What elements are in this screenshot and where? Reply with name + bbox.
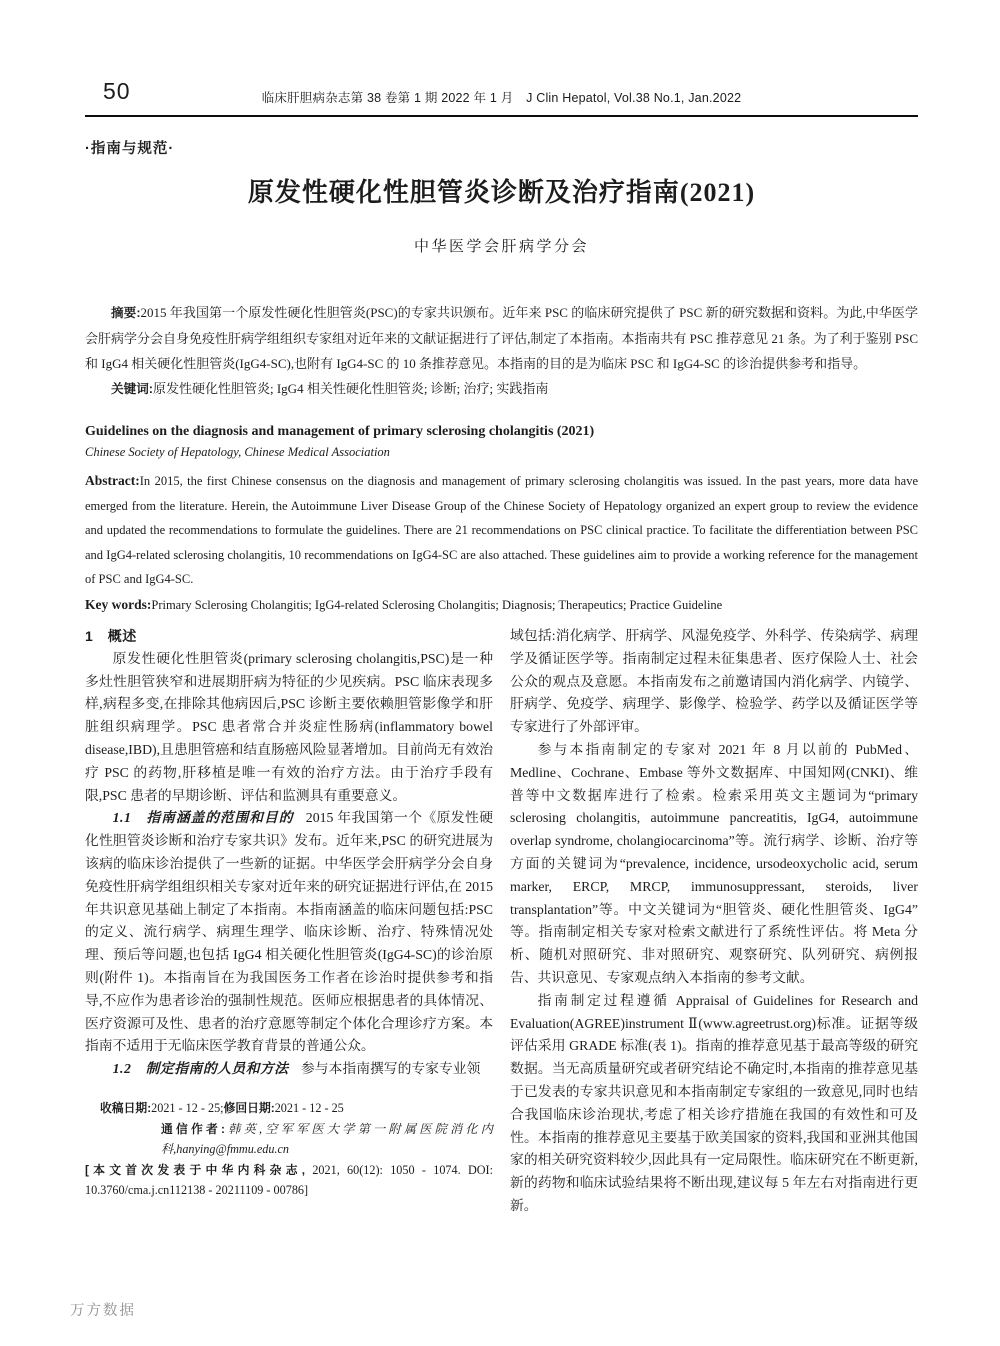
- english-abstract-text: In 2015, the first Chinese consensus on the diagnosis and management of primary sclerosing cholangitis was issued. In the past years, more data have emerged from the literature. Herein, the Autoimmune Liver Disease Group of the Chinese Society of Hepatology organized an expert group to review the evidence and updated the recommendations to formulate the guidelines. There are 21 recommendations on PSC clinical practice. To facilitate the differentiation between PSC and IgG4-related sclerosing cholangitis, 10 recommendations on IgG4-SC are also attached. These guidelines aim to provide a working reference for the management of PSC and IgG4-SC.: [85, 474, 918, 587]
- journal-line: 临床肝胆病杂志第 38 卷第 1 期 2022 年 1 月 J Clin Hepatol, Vol.38 No.1, Jan.2022: [261, 91, 742, 105]
- article-author: 中华医学会肝病学分会: [413, 239, 589, 255]
- footnote-corresponding: [85, 1119, 493, 1160]
- paragraph-continuation: 域包括:消化病学、肝病学、风湿免疫学、外科学、传染病学、病理学及循证医学等。指南制定过程未征集患者、医疗保险人士、社会公众的观点及意愿。本指南发布之前邀请国内消化病学、内镜学、肝病学、免疫学、病理学、影像学、检验学、药学以及循证医学等专家进行了外部评审。: [510, 627, 918, 735]
- footnote-first-published: [85, 1160, 493, 1201]
- keywords-cn: [85, 376, 918, 402]
- subsection-text-1-2: 参与本指南撰写的专家专业领: [301, 1061, 481, 1077]
- keywords-label: 关键词:: [111, 382, 153, 396]
- column-section-label: ·指南与规范·: [85, 141, 175, 157]
- first-published-label: [本文首次发表于中华内科杂志,: [85, 1162, 306, 1177]
- abstract-label: 摘要:: [111, 306, 141, 320]
- right-column: [510, 625, 918, 1218]
- revised-date-label: 修回日期:: [223, 1100, 275, 1115]
- keywords-text: 原发性硬化性胆管炎; IgG4 相关性硬化性胆管炎; 诊断; 治疗; 实践指南: [152, 381, 549, 396]
- corresponding-author-label: 通信作者:: [161, 1121, 225, 1136]
- paragraph: 指南制定过程遵循 Appraisal of Guidelines for Research and Evaluation(AGREE)instrument Ⅱ(www.agreetrust.org)标准。证据等级评估采用 GRADE 标准(表 1)。指南的推荐意见基于最高等级的研究数据。当无高质量研究或者研究结论不确定时,本指南的推荐意见基于已发表的专家共识意见和本指南制定专家组的一致意见,同时也结合我国临床诊治现状,考虑了相关诊疗措施在我国的有效性和可及性。本指南的推荐意见主要基于欧美国家的资料,我国和亚洲其他国家的相关研究资料较少,因此具有一定局限性。临床研究在不断更新,新的药物和临床试验结果将不断出现,建议每 5 年左右对指南进行更新。: [510, 992, 918, 1213]
- paragraph: [85, 807, 493, 1058]
- corresponding-author-value: 韩英,空军军医大学第一附属医院消化内科,hanying@fmmu.edu.cn: [161, 1121, 493, 1157]
- article-title: 原发性硬化性胆管炎诊断及治疗指南(2021): [247, 178, 756, 207]
- footnote-block: [85, 1098, 493, 1201]
- section-heading-1: 1 概述: [85, 627, 137, 644]
- english-keywords-text: Primary Sclerosing Cholangitis; IgG4-related Sclerosing Cholangitis; Diagnosis; Therapeutics; Practice Guideline: [151, 597, 723, 612]
- english-abstract-label: Abstract:: [85, 473, 140, 488]
- body-columns: [85, 625, 918, 1218]
- english-keywords: [85, 592, 918, 618]
- english-affiliation: Chinese Society of Hepatology, Chinese Medical Association: [85, 445, 390, 459]
- paragraph: [85, 1058, 493, 1081]
- paragraph: 参与本指南制定的专家对 2021 年 8 月以前的 PubMed、Medline、Cochrane、Embase 等外文数据库、中国知网(CNKI)、维普等中文数据库进行了检索。检索采用英文主题词为“primary sclerosing cholangitis, autoimmune pancreatitis, IgG4, autoimmune overlap syndrome, cholangiocarcinoma”等。流行病学、诊断、治疗等方面的关键词为“prevalence, incidence, ursodeoxycholic acid, serum marker, ERCP, MRCP, immunosuppressant, steroids, liver transplantation”等。中文关键词为“胆管炎、硬化性胆管炎、IgG4”等。指南制定相关专家对检索文献进行了系统性评估。将 Meta 分析、随机对照研究、非对照研究、观察研究、队列研究、病例报告、共识意见、专家观点纳入本指南的参考文献。: [510, 741, 918, 985]
- left-column: [85, 625, 493, 1218]
- first-published-value: 2021, 60(12): 1050 - 1074. DOI: 10.3760/cma.j.cn112138 - 20211109 - 00786]: [85, 1162, 493, 1198]
- footnote-dates: [85, 1098, 493, 1119]
- paragraph: 原发性硬化性胆管炎(primary sclerosing cholangitis,PSC)是一种多灶性胆管狭窄和进展期肝病为特征的少见疾病。PSC 临床表现多样,病程多变,在排除其他病因后,PSC 诊断主要依赖胆管影像学和肝脏组织病理学。PSC 患者常合并炎症性肠病(inflammatory bowel disease,IBD),且患胆管癌和结直肠癌风险显著增加。目前尚无有效治疗 PSC 的药物,肝移植是唯一有效的治疗方法。由于治疗手段有限,PSC 患者的早期诊断、评估和监测具有重要意义。: [85, 650, 493, 803]
- english-title: Guidelines on the diagnosis and management of primary sclerosing cholangitis (2021): [85, 424, 595, 439]
- revised-date-value: 2021 - 12 - 25: [274, 1100, 344, 1115]
- page-header: [85, 78, 918, 108]
- received-date-label: 收稿日期:: [100, 1100, 152, 1115]
- subsection-text-1-1: 2015 年我国第一个《原发性硬化性胆管炎诊断和治疗专家共识》发布。近年来,PSC 的研究进展为该病的临床诊治提供了一些新的证据。中华医学会肝病学分会自身免疫性肝病学组组织相关专家对近年来的研究证据进行评估,在 2015 年共识意见基础上制定了本指南。本指南涵盖的临床问题包括:PSC 的定义、流行病学、病理生理学、临床诊断、治疗、特殊情况处理、预后等问题,也包括 IgG4 相关硬化性胆管炎(IgG4-SC)的诊治原则(附件 1)。本指南旨在为我国医务工作者在诊治时提供参考和指导,不应作为患者诊治的强制性规范。医师应根据患者的具体情况、医疗资源可及性、患者的治疗意愿等制定个体化合理诊疗方案。本指南不适用于无临床医学教育背景的普通公众。: [85, 810, 493, 1054]
- english-abstract: [85, 469, 918, 592]
- subsection-heading-1-2: 1.2 制定指南的人员和方法: [112, 1061, 289, 1077]
- page-content: [85, 78, 918, 1218]
- abstract-text: 2015 年我国第一个原发性硬化性胆管炎(PSC)的专家共识颁布。近年来 PSC 的临床研究提供了 PSC 新的研究数据和资料。为此,中华医学会肝病学分会自身免疫性肝病学组组织专家组对近年来的文献证据进行了评估,制定了本指南。本指南共有 PSC 推荐意见 21 条。为了利于鉴别 PSC 和 IgG4 相关硬化性胆管炎(IgG4-SC),也附有 IgG4-SC 的 10 条推荐意见。本指南的目的是为临床 PSC 和 IgG4-SC 的诊治提供参考和指导。: [85, 305, 918, 371]
- header-rule: [85, 115, 918, 117]
- received-date-value: 2021 - 12 - 25;: [151, 1100, 224, 1115]
- wanfang-watermark: 万方数据: [70, 1303, 136, 1319]
- subsection-heading-1-1: 1.1 指南涵盖的范围和目的: [112, 810, 294, 826]
- english-keywords-label: Key words:: [85, 596, 152, 612]
- abstract-cn: [85, 300, 918, 376]
- page-number: 50: [103, 78, 131, 104]
